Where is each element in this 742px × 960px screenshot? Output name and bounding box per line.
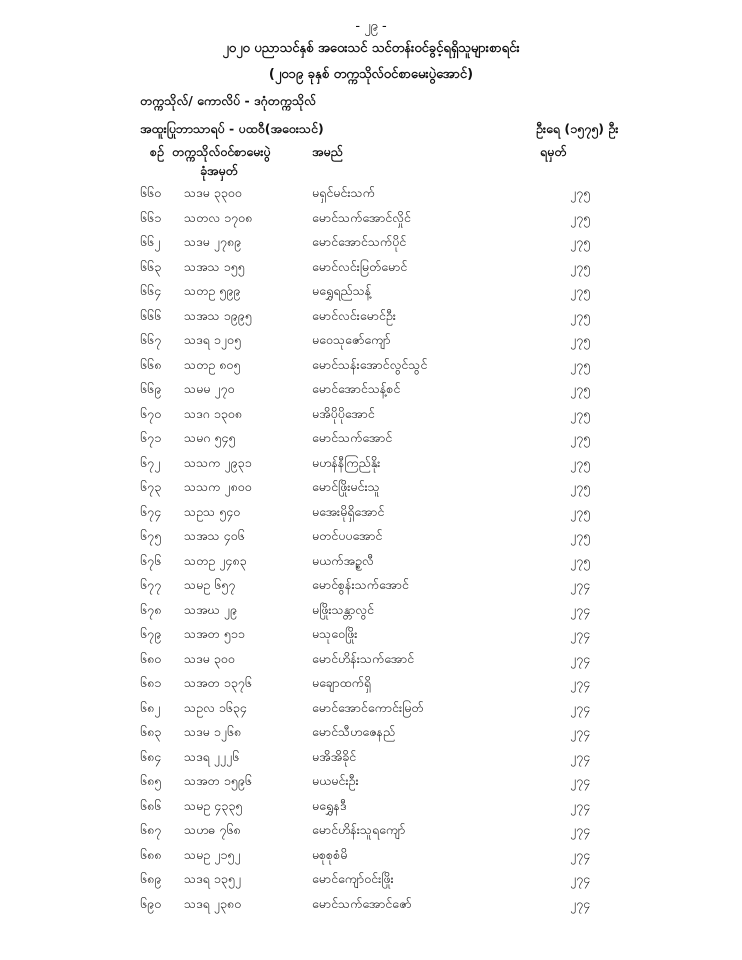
- row-number: ၆၇၂: [140, 454, 161, 470]
- student-name: မယက်အဥ္စလီ: [312, 552, 374, 568]
- row-number: ၆၈၁: [140, 675, 162, 690]
- row-number: ၆၆၁: [140, 209, 162, 225]
- row-number: ၆၆၇: [140, 332, 162, 347]
- roll-number: သအတ ၁၃၇၆: [184, 675, 252, 690]
- table-row: [0, 798, 742, 823]
- row-number: ၆၇၈: [140, 601, 162, 617]
- roll-number: သဟဓ ၇၆၈: [184, 822, 241, 837]
- column-header-no: စဉ်: [150, 144, 164, 159]
- row-number: ၆၇၄: [140, 503, 162, 519]
- column-header-roll: တက္ကသိုလ်ဝင်စာမေးပွဲ: [172, 144, 271, 159]
- total-count-label: ဦးရေ (၁၅၇၅) ဦး: [536, 121, 619, 136]
- student-name: မအိပိုပိုအောင်: [312, 405, 375, 421]
- score: ၂၇၅: [570, 405, 591, 421]
- student-name: မောင်သန်းအောင်လွင်သွင်: [312, 356, 428, 372]
- score: ၂၇၄: [570, 601, 591, 617]
- roll-number: သအတ ၅၁၁: [184, 626, 245, 641]
- student-name: မစုစုစံမိ: [312, 846, 348, 862]
- table-row: [0, 308, 742, 333]
- table-row: [0, 479, 742, 504]
- score: ၂၇၄: [570, 577, 591, 592]
- score: ၂၇၅: [570, 503, 591, 519]
- score: ၂၇၅: [570, 283, 591, 298]
- table-row: [0, 430, 742, 455]
- student-name: မောင်ဟိန်းသက်အောင်: [312, 650, 415, 666]
- table-row: [0, 626, 742, 651]
- table-row: [0, 553, 742, 578]
- score: ၂၇၄: [570, 724, 591, 739]
- row-number: ၆၆၃: [140, 258, 162, 274]
- roll-number: သတလ ၁၇၀၈: [184, 209, 253, 225]
- roll-number: သမဥ ၆၅၇: [184, 577, 236, 592]
- student-name: မသုဝေဖြိုး: [312, 626, 358, 641]
- score: ၂၇၄: [570, 699, 591, 715]
- student-name: မဝေသုဇော်ကျော်: [312, 332, 391, 347]
- table-row: [0, 577, 742, 602]
- student-name: မောင်စွန်းသက်အောင်: [312, 577, 409, 592]
- student-name: မောင်သီဟဇေနည်: [312, 724, 396, 739]
- row-number: ၆၇၆: [140, 552, 162, 568]
- student-name: မောင်ကျော်ဝင်းဖြိုး: [312, 871, 394, 886]
- score: ၂၇၅: [570, 528, 591, 543]
- results-table: [0, 185, 742, 920]
- roll-number: သဒဂ ၁၃၀၈: [184, 405, 242, 421]
- student-name: မအေးမိုရှိအောင်: [312, 503, 385, 519]
- student-name: မောင်သက်အောင်: [312, 430, 393, 445]
- row-number: ၆၆၈: [140, 356, 162, 372]
- roll-number: သဒမ ၁၂၆၈: [184, 724, 242, 739]
- score: ၂၇၅: [570, 454, 591, 470]
- roll-number: သမဥ ၄၃၃၅: [184, 797, 243, 813]
- score: ၂၇၅: [570, 479, 591, 494]
- row-number: ၆၇၅: [140, 528, 162, 543]
- table-row: [0, 847, 742, 872]
- table-row: [0, 528, 742, 553]
- row-number: ၆၇၇: [140, 577, 162, 592]
- row-number: ၆၆၄: [140, 283, 162, 298]
- table-row: [0, 504, 742, 529]
- student-name: မောင်အောင်သန့်စင်: [312, 381, 401, 396]
- row-number: ၆၈၂: [140, 699, 161, 715]
- table-row: [0, 283, 742, 308]
- row-number: ၆၈၃: [140, 724, 162, 739]
- student-name: မောင်သက်အောင်လှိုင်: [312, 209, 411, 225]
- document-subtitle: (၂၀၁၉ ခုနှစ် တက္ကသိုလ်ဝင်စာမေးပွဲအောင်): [268, 67, 474, 82]
- student-name: မောင်ဟိန်းသူရကျော်: [312, 822, 406, 837]
- table-row: [0, 700, 742, 725]
- table-row: [0, 406, 742, 431]
- roll-number: သဥလ ၁၆၃၄: [184, 699, 247, 715]
- row-number: ၆၉၀: [140, 895, 162, 911]
- score: ၂၇၅: [570, 332, 591, 347]
- table-row: [0, 896, 742, 921]
- student-name: မောင်အောင်ကောင်းမြတ်: [312, 699, 424, 715]
- table-row: [0, 185, 742, 210]
- table-row: [0, 332, 742, 357]
- score: ၂၇၄: [570, 675, 591, 690]
- row-number: ၆၆၂: [140, 234, 161, 249]
- roll-number: သဒမ ၂၇၈၉: [184, 234, 242, 249]
- document-title: ၂၀၂၀ ပညာသင်နှစ် အဝေးသင် သင်တန်းဝင်ခွင့်ရရှိသူများစာရင်း: [222, 41, 520, 56]
- row-number: ၆၆၉: [140, 381, 162, 396]
- roll-number: သမဂ ၅၄၅: [184, 430, 236, 445]
- score: ၂၇၅: [570, 430, 591, 445]
- roll-number: သဒမ ၃၀၀: [184, 650, 235, 666]
- score: ၂၇၅: [570, 209, 591, 225]
- table-row: [0, 210, 742, 235]
- column-header-mark: ရမှတ်: [540, 144, 567, 159]
- table-row: [0, 675, 742, 700]
- row-number: ၆၈၈: [140, 846, 162, 862]
- table-row: [0, 381, 742, 406]
- table-row: [0, 749, 742, 774]
- row-number: ၆၈၉: [140, 871, 162, 886]
- score: ၂၇၅: [570, 234, 591, 249]
- score: ၂၇၄: [570, 773, 591, 788]
- roll-number: သတဥ ၅၉၉: [184, 283, 241, 298]
- roll-number: သတဥ ၂၄၈၃: [184, 552, 247, 568]
- university-line: တက္ကသိုလ်/ ကောလိပ် - ဒဂုံတက္ကသိုလ်: [140, 93, 316, 108]
- student-name: မရွှေရည်သန့်: [312, 283, 372, 298]
- table-row: [0, 871, 742, 896]
- roll-number: သအသ ၄၀၆: [184, 528, 245, 543]
- row-number: ၆၈၇: [140, 822, 162, 837]
- score: ၂၇၄: [570, 626, 591, 641]
- roll-number: သဒရ ၂၂၂၆: [184, 748, 240, 764]
- row-number: ၆၈၀: [140, 650, 162, 666]
- roll-number: သသက ၂၉၃၁: [184, 454, 252, 470]
- student-name: မဟန်နီကြည်နိုး: [312, 454, 381, 470]
- score: ၂၇၅: [570, 258, 591, 274]
- row-number: ၆၇၁: [140, 430, 162, 445]
- table-row: [0, 822, 742, 847]
- table-row: [0, 357, 742, 382]
- roll-number: သဒရ ၂၃၈၀: [184, 895, 242, 911]
- row-number: ၆၈၄: [140, 748, 162, 764]
- roll-number: သဒရ ၁၂၀၅: [184, 332, 241, 347]
- roll-number: သအတ ၁၅၉၆: [184, 773, 252, 788]
- roll-number: သအဃ ၂၉: [184, 601, 237, 617]
- row-number: ၆၇၃: [140, 479, 162, 494]
- row-number: ၆၇၉: [140, 626, 162, 641]
- student-name: မချောထက်ရှိ: [312, 675, 372, 690]
- table-row: [0, 234, 742, 259]
- student-name: မဖြိုးသန္တာလွင်: [312, 601, 374, 617]
- roll-number: သမမ ၂၇၀: [184, 381, 235, 396]
- table-row: [0, 773, 742, 798]
- score: ၂၇၄: [570, 650, 591, 666]
- table-row: [0, 602, 742, 627]
- major-subject-line: အထူးပြုဘာသာရပ် - ပထဝီ(အဝေးသင်): [140, 121, 324, 136]
- student-name: မယမင်းဦး: [312, 773, 359, 788]
- student-name: မတင်ပပအောင်: [312, 528, 383, 543]
- row-number: ၆၇၀: [140, 405, 162, 421]
- roll-number: သဒရ ၁၃၅၂: [184, 871, 241, 886]
- roll-number: သမဥ ၂၁၅၂: [184, 846, 241, 862]
- column-header-roll-line2: ခုံအမှတ်: [200, 163, 238, 178]
- roll-number: သသက ၂၈၀၀: [184, 479, 252, 494]
- score: ၂၇၅: [570, 552, 591, 568]
- roll-number: သအသ ၁၉၉၅: [184, 307, 252, 323]
- row-number: ၆၈၆: [140, 797, 162, 813]
- score: ၂၇၄: [570, 797, 591, 813]
- student-name: မောင်ဖြိုးမင်းသူ: [312, 479, 380, 494]
- score: ၂၇၅: [570, 381, 591, 396]
- student-name: မောင်လင်းမြတ်မောင်: [312, 258, 408, 274]
- score: ၂၇၄: [570, 895, 591, 911]
- table-row: [0, 259, 742, 284]
- student-name: မအိအိခိုင်: [312, 748, 357, 764]
- student-name: မောင်အောင်သက်ပိုင်: [312, 234, 407, 249]
- roll-number: သအသ ၁၅၅: [184, 258, 245, 274]
- score: ၂၇၄: [570, 871, 591, 886]
- roll-number: သဒမ ၃၃၀၀: [184, 185, 242, 200]
- score: ၂၇၄: [570, 748, 591, 764]
- table-row: [0, 724, 742, 749]
- score: ၂၇၄: [570, 846, 591, 862]
- score: ၂၇၅: [570, 307, 591, 323]
- roll-number: သတဥ ၈၀၅: [184, 356, 241, 372]
- column-header-name: အမည်: [312, 144, 343, 159]
- row-number: ၆၆၀: [140, 185, 162, 200]
- row-number: ၆၆၆: [140, 307, 162, 323]
- score: ၂၇၅: [570, 356, 591, 372]
- student-name: မရွှေနဒီ: [312, 797, 347, 813]
- score: ၂၇၄: [570, 822, 591, 837]
- student-name: မောင်သက်အောင်ဇော်: [312, 895, 412, 911]
- score: ၂၇၅: [570, 185, 591, 200]
- student-name: မရှင်မင်းသက်: [312, 185, 375, 200]
- student-name: မောင်လင်းမောင်ဦး: [312, 307, 396, 323]
- row-number: ၆၈၅: [140, 773, 162, 788]
- page-number: - ၂၉ -: [355, 19, 387, 34]
- table-row: [0, 651, 742, 676]
- table-row: [0, 455, 742, 480]
- roll-number: သဥသ ၅၄၀: [184, 503, 241, 519]
